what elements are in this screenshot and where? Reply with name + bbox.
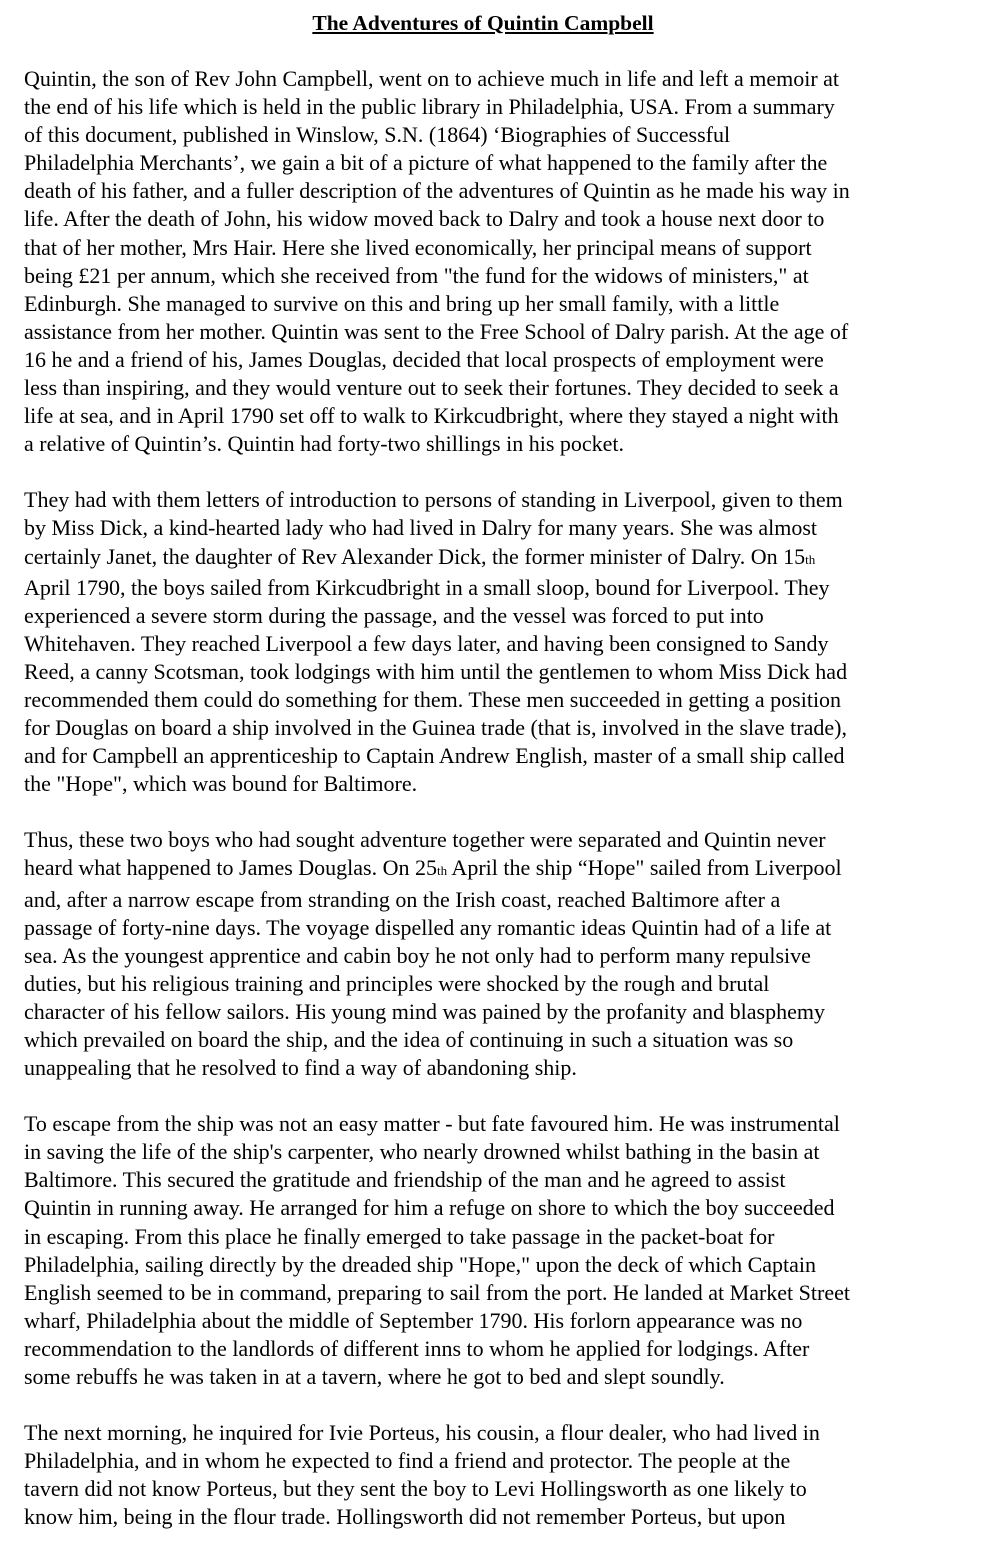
text-run: Quintin in running away. He arranged for him a refuge on shore to which the boy succeeded: [24, 1195, 835, 1221]
text-run: of this document, published in Winslow, S.N. (1864) ‘Biographies of Successful: [24, 122, 731, 148]
text-line: [24, 1279, 954, 1307]
text-line: [24, 1054, 954, 1082]
text-run: sea. As the youngest apprentice and cabin boy he not only had to perform many repulsive: [24, 942, 811, 968]
text-line: [24, 826, 954, 854]
text-run: passage of forty-nine days. The voyage dispelled any romantic ideas Quintin had of a life at: [24, 914, 832, 940]
text-line: [24, 1194, 954, 1222]
text-line: [24, 65, 954, 93]
text-line: [24, 1419, 954, 1447]
text-run: recommended them could do something for them. These men succeeded in getting a position: [24, 686, 842, 712]
text-line: [24, 262, 954, 290]
text-run: Whitehaven. They reached Liverpool a few days later, and having been consigned to Sandy: [24, 630, 829, 656]
document-body: [24, 65, 954, 1560]
paragraph: [24, 1110, 954, 1391]
text-line: [24, 1223, 954, 1251]
text-run: They had with them letters of introduction to persons of standing in Liverpool, given to them: [24, 487, 843, 513]
text-run: unappealing that he resolved to find a way of abandoning ship.: [24, 1055, 577, 1081]
text-line: [24, 1475, 954, 1503]
text-run: recommendation to the landlords of different inns to whom he applied for lodgings. After: [24, 1335, 810, 1361]
text-run: which prevailed on board the ship, and the idea of continuing in such a situation was so: [24, 1027, 794, 1052]
text-run: a relative of Quintin’s. Quintin had forty-two shillings in his pocket.: [24, 431, 625, 457]
text-line: [24, 886, 954, 914]
text-line: [24, 1110, 954, 1138]
text-line: [24, 1363, 954, 1391]
text-line: [24, 854, 954, 885]
paragraph: [24, 826, 954, 1082]
text-line: [24, 318, 954, 346]
text-line: [24, 970, 954, 998]
text-run: heard what happened to James Douglas. On 25: [24, 855, 438, 881]
text-line: [24, 121, 954, 149]
text-run: and for Campbell an apprenticeship to Captain Andrew English, master of a small ship called: [24, 743, 845, 769]
text-line: [24, 234, 954, 262]
text-line: [24, 714, 954, 742]
text-line: [24, 914, 954, 942]
text-run: life at sea, and in April 1790 set off to walk to Kirkcudbright, where they stayed a night with: [24, 403, 839, 429]
text-run: Philadelphia Merchants’, we gain a bit of a picture of what happened to the family after the: [24, 150, 828, 176]
text-run: tavern did not know Porteus, but they sent the boy to Levi Hollingsworth as one likely to: [24, 1476, 807, 1502]
text-line: [24, 1503, 954, 1531]
text-run: being £21 per annum, which she received from "the fund for the widows of ministers," at: [24, 262, 809, 288]
ordinal-suffix: th: [805, 551, 816, 567]
ordinal-suffix: th: [437, 863, 448, 879]
text-line: [24, 430, 954, 458]
text-run: wharf, Philadelphia about the middle of September 1790. His forlorn appearance was no: [24, 1307, 803, 1333]
text-run: April the ship “Hope" sailed from Liverpool: [447, 855, 842, 881]
text-line: [24, 630, 954, 658]
text-line: [24, 658, 954, 686]
text-run: Philadelphia, and in whom he expected to find a friend and protector. The people at the: [24, 1448, 791, 1474]
paragraph: [24, 486, 954, 798]
text-line: [24, 514, 954, 542]
text-run: character of his fellow sailors. His young mind was pained by the profanity and blasphemy: [24, 998, 825, 1024]
text-run: by Miss Dick, a kind-hearted lady who had lived in Dalry for many years. She was almost: [24, 515, 818, 541]
text-run: know him, being in the flour trade. Hollingsworth did not remember Porteus, but upon: [24, 1504, 786, 1530]
text-line: [24, 1026, 954, 1054]
text-line: [24, 290, 954, 318]
text-line: [24, 998, 954, 1026]
text-run: English seemed to be in command, preparing to sail from the port. He landed at Market Street: [24, 1279, 850, 1305]
text-run: in saving the life of the ship's carpenter, who nearly drowned whilst bathing in the basin at: [24, 1139, 820, 1165]
text-line: [24, 1138, 954, 1166]
text-line: [24, 742, 954, 770]
text-line: [24, 1251, 954, 1279]
text-run: the end of his life which is held in the public library in Philadelphia, USA. From a summary: [24, 94, 835, 120]
text-run: 16 he and a friend of his, James Douglas, decided that local prospects of employment were: [24, 346, 824, 372]
paragraph: [24, 1419, 954, 1531]
text-run: Baltimore. This secured the gratitude and friendship of the man and he agreed to assist: [24, 1167, 786, 1193]
text-line: [24, 942, 954, 970]
text-run: April 1790, the boys sailed from Kirkcudbright in a small sloop, bound for Liverpool. They: [24, 574, 830, 600]
text-run: The next morning, he inquired for Ivie Porteus, his cousin, a flour dealer, who had lived in: [24, 1420, 820, 1446]
text-run: To escape from the ship was not an easy matter - but fate favoured him. He was instrumental: [24, 1111, 840, 1137]
text-run: Edinburgh. She managed to survive on this and bring up her small family, with a little: [24, 290, 780, 316]
text-run: Thus, these two boys who had sought adventure together were separated and Quintin never: [24, 827, 826, 853]
text-line: [24, 602, 954, 630]
text-run: Reed, a canny Scotsman, took lodgings with him until the gentlemen to whom Miss Dick had: [24, 658, 848, 684]
text-line: [24, 1335, 954, 1363]
text-run: some rebuffs he was taken in at a tavern, where he got to bed and slept soundly.: [24, 1364, 725, 1390]
text-run: in escaping. From this place he finally emerged to take passage in the packet-boat for: [24, 1223, 775, 1249]
text-run: that of her mother, Mrs Hair. Here she lived economically, her principal means of support: [24, 234, 812, 260]
text-line: [24, 1166, 954, 1194]
text-run: the "Hope", which was bound for Baltimore.: [24, 771, 418, 797]
text-run: death of his father, and a fuller description of the adventures of Quintin as he made his way in: [24, 178, 850, 204]
text-run: Quintin, the son of Rev John Campbell, went on to achieve much in life and left a memoir at: [24, 66, 840, 91]
text-run: certainly Janet, the daughter of Rev Alexander Dick, the former minister of Dalry. On 15: [24, 543, 806, 569]
text-line: [24, 205, 954, 233]
text-line: [24, 374, 954, 402]
text-run: less than inspiring, and they would venture out to seek their fortunes. They decided to seek a: [24, 375, 839, 401]
paragraph: [24, 65, 954, 458]
text-run: duties, but his religious training and principles were shocked by the rough and brutal: [24, 970, 770, 996]
text-run: assistance from her mother. Quintin was sent to the Free School of Dalry parish. At the age of: [24, 318, 849, 344]
text-line: [24, 1307, 954, 1335]
text-line: [24, 346, 954, 374]
text-line: [24, 770, 954, 798]
text-line: [24, 149, 954, 177]
text-run: life. After the death of John, his widow moved back to Dalry and took a house next door to: [24, 206, 825, 232]
text-run: experienced a severe storm during the passage, and the vessel was forced to put into: [24, 602, 764, 628]
text-run: Philadelphia, sailing directly by the dreaded ship "Hope," upon the deck of which Captain: [24, 1251, 817, 1277]
text-line: [24, 543, 954, 574]
text-line: [24, 1447, 954, 1475]
text-run: for Douglas on board a ship involved in the Guinea trade (that is, involved in the slave trade),: [24, 715, 847, 741]
text-line: [24, 574, 954, 602]
text-line: [24, 177, 954, 205]
document-title: The Adventures of Quintin Campbell: [312, 11, 654, 35]
text-line: [24, 486, 954, 514]
text-line: [24, 402, 954, 430]
text-line: [24, 686, 954, 714]
text-line: [24, 93, 954, 121]
text-run: and, after a narrow escape from stranding on the Irish coast, reached Baltimore after a: [24, 886, 781, 912]
